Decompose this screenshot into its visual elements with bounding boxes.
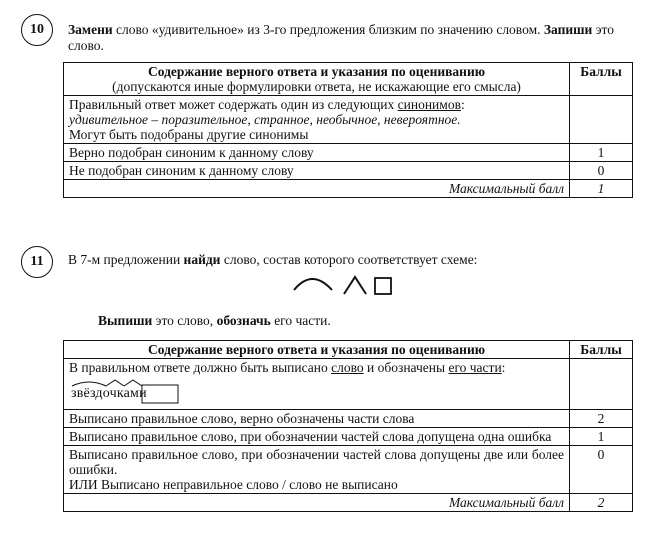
q10-text-1: слово «удивительное» из 3-го предложения близким по значению словом. <box>112 22 544 37</box>
q10-max-label: Максимальный балл <box>64 180 570 198</box>
q11-ending-box <box>142 385 178 403</box>
q10-answer-row <box>64 96 633 144</box>
q10-row-1-text: Верно подобран синоним к данному слову <box>64 144 570 162</box>
table-row <box>64 144 633 162</box>
q11-header-content: Содержание верного ответа и указания по оцениванию <box>64 341 570 359</box>
q10-header-row <box>64 63 633 96</box>
q11-max-row <box>64 494 633 512</box>
q11-answer-intro <box>69 360 564 375</box>
q11-row-2-points: 1 <box>570 428 633 446</box>
q11-answer-intro-a: В правильном ответе должно быть выписано <box>69 360 332 375</box>
q11-row-1-text: Выписано правильное слово, верно обозначены части слова <box>64 410 570 428</box>
q10-header-sub: (допускаются иные формулировки ответа, не искажающие его смысла) <box>112 79 521 94</box>
q11-answer-intro-word: слово <box>331 360 364 375</box>
q10-synonyms-word: синонимов <box>397 97 461 112</box>
table-row <box>64 410 633 428</box>
q10-max-row <box>64 180 633 198</box>
q11-answer-intro-c: : <box>501 360 506 375</box>
q11-verb-find: найди <box>183 252 221 267</box>
morpheme-scheme-icon <box>290 270 410 300</box>
q10-text-2: это слово. <box>68 22 614 53</box>
q10-verb-replace: Замени <box>68 22 113 37</box>
root-arc-icon <box>294 279 332 290</box>
question-11-number: 11 <box>21 246 53 278</box>
q10-row-2-text: Не подобран синоним к данному слову <box>64 162 570 180</box>
q11-verb-write: Выпиши <box>98 313 153 328</box>
q11-answer-row <box>64 359 633 410</box>
question-10-number: 10 <box>21 14 53 46</box>
q11-text-b: слово, состав которого соответствует схеме: <box>220 252 478 267</box>
q10-row-2-points: 0 <box>570 162 633 180</box>
q11-row-3-extra: ИЛИ Выписано неправильное слово / слово не выписано <box>69 477 398 492</box>
q11-write-text: это слово, <box>152 313 217 328</box>
table-row <box>64 162 633 180</box>
q11-answer-word-wrap <box>69 383 564 403</box>
q11-row-3-points: 0 <box>570 446 633 494</box>
suffix-caret-icon <box>344 277 366 294</box>
q10-header-main: Содержание верного ответа и указания по оцениванию <box>147 64 486 79</box>
q11-row-1-points: 2 <box>570 410 633 428</box>
question-10-table <box>63 62 633 198</box>
q10-answer-intro-text: Правильный ответ может содержать один из следующих <box>69 97 398 112</box>
q11-header-row <box>64 341 633 359</box>
q10-header-points: Баллы <box>570 63 633 96</box>
q11-row-3-cell <box>64 446 570 494</box>
table-row <box>64 428 633 446</box>
question-10-prompt <box>68 22 633 54</box>
q11-mark-text: его части. <box>270 313 331 328</box>
q10-answer-intro <box>69 97 564 112</box>
q10-max-value: 1 <box>570 180 633 198</box>
q11-row-3-text: Выписано правильное слово, при обозначении частей слова допущены две или более ошибки. <box>69 447 565 477</box>
ending-box-icon <box>375 278 391 294</box>
q10-answer-note: Могут быть подобраны другие синонимы <box>69 127 309 142</box>
q11-text-a: В 7-м предложении <box>68 252 184 267</box>
q11-max-label: Максимальный балл <box>64 494 570 512</box>
q11-row-2-text: Выписано правильное слово, при обозначении частей слова допущена одна ошибка <box>64 428 570 446</box>
q10-answer-points-empty <box>570 96 633 144</box>
question-11-table <box>63 340 633 512</box>
q10-header-content <box>64 63 570 96</box>
q11-verb-mark: обозначь <box>216 313 271 328</box>
q10-verb-write: Запиши <box>543 22 593 37</box>
q11-answer-intro-b: и обозначены <box>363 360 449 375</box>
q11-answer-intro-parts: его части <box>448 360 502 375</box>
question-11-prompt <box>68 252 633 268</box>
q10-answer-cell <box>64 96 570 144</box>
question-11-write-instruction <box>98 313 331 329</box>
q11-header-points: Баллы <box>570 341 633 359</box>
q10-answer-examples: удивительное – поразительное, странное, необычное, невероятное. <box>69 112 461 127</box>
q10-answer-intro-colon: : <box>460 97 465 112</box>
q10-row-1-points: 1 <box>570 144 633 162</box>
table-row <box>64 446 633 494</box>
q11-answer-cell <box>64 359 570 410</box>
q11-answer-points-empty <box>570 359 633 410</box>
q11-max-value: 2 <box>570 494 633 512</box>
q11-answer-word: звёздочками <box>71 386 147 401</box>
